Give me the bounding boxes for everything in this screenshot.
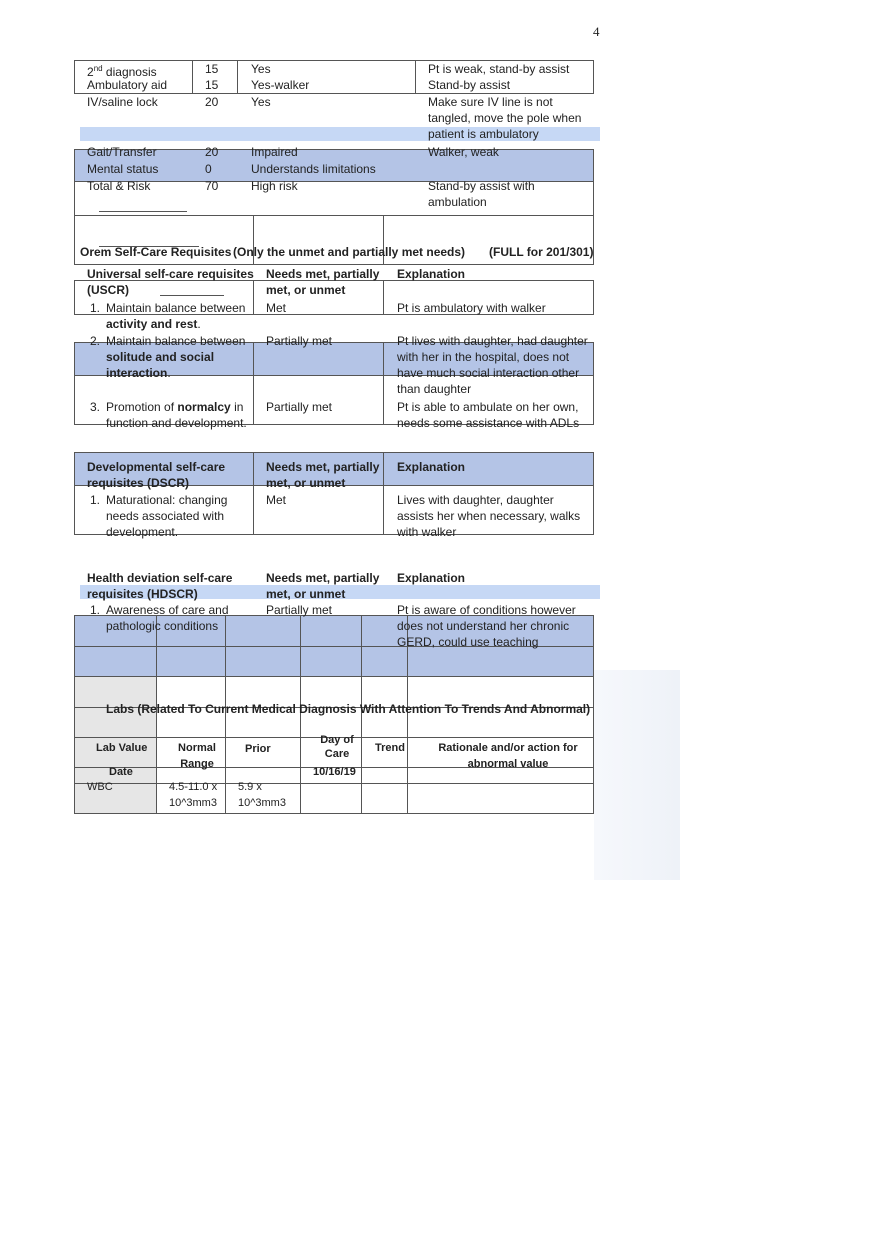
fall-risk-item: Gait/Transfer bbox=[87, 145, 157, 159]
fall-risk-score: 0 bbox=[205, 162, 212, 176]
hdscr-row-number: 1. bbox=[90, 603, 101, 617]
dscr-header-met: Needs met, partially met, or unmet bbox=[266, 460, 380, 490]
labs-row-normal: 4.5-11.0 x 10^3mm3 bbox=[169, 781, 218, 809]
orem-title: Orem Self-Care Requisites bbox=[80, 245, 232, 259]
fall-risk-note: Make sure IV line is not tangled, move the pole when patient is ambulatory bbox=[428, 95, 582, 141]
uscr-row-requisite: Maintain balance between activity and rest. bbox=[106, 301, 246, 331]
hdscr-row-requisite: Awareness of care and pathologic conditions bbox=[106, 603, 229, 633]
labs-header-day-date: 10/16/19 bbox=[313, 766, 356, 778]
labs-header-rationale: Rationale and/or action for abnormal value bbox=[438, 742, 578, 770]
fall-risk-status: Yes-walker bbox=[251, 78, 310, 92]
hdscr-header-requisite: Health deviation self-care requisites (HDSCR) bbox=[87, 571, 233, 601]
labs-header-trend: Trend bbox=[375, 742, 405, 754]
dscr-row-number: 1. bbox=[90, 493, 101, 507]
labs-header-day-of-care: Day of Care bbox=[320, 734, 354, 760]
orem-subtitle: (Only the unmet and partially met needs) bbox=[233, 245, 466, 259]
uscr-header-met: Needs met, partially met, or unmet bbox=[266, 267, 380, 297]
labs-title: Labs (Related To Current Medical Diagnosis With Attention To Trends And Abnormal) bbox=[106, 702, 591, 716]
fall-risk-score: 20 bbox=[205, 95, 219, 109]
hdscr-header-met: Needs met, partially met, or unmet bbox=[266, 571, 380, 601]
uscr-row-explanation: Pt is ambulatory with walker bbox=[397, 301, 546, 315]
fall-risk-item: Ambulatory aid bbox=[87, 78, 168, 92]
uscr-row-number: 3. bbox=[90, 400, 101, 414]
labs-header-prior: Prior bbox=[245, 743, 271, 755]
uscr-header-explanation: Explanation bbox=[397, 267, 466, 281]
uscr-row-number: 2. bbox=[90, 334, 101, 348]
uscr-row-requisite: Promotion of normalcy in function and development. bbox=[106, 400, 247, 430]
fall-risk-status: Understands limitations bbox=[251, 162, 376, 176]
uscr-row-number: 1. bbox=[90, 301, 101, 315]
uscr-row-explanation: Pt lives with daughter, had daughter with her in the hospital, does not have much social interaction other than daughter bbox=[397, 334, 588, 396]
uscr-row-met: Partially met bbox=[266, 400, 333, 414]
uscr-header-requisite: Universal self-care requisites (USCR) bbox=[87, 267, 254, 297]
hdscr-row-met: Partially met bbox=[266, 603, 333, 617]
labs-header-normal-range: Normal Range bbox=[178, 742, 216, 770]
fall-risk-note: Pt is weak, stand-by assist bbox=[428, 62, 570, 76]
dscr-header-explanation: Explanation bbox=[397, 460, 466, 474]
fall-risk-note: Stand-by assist with ambulation bbox=[428, 179, 535, 209]
dscr-header-requisite: Developmental self-care requisites (DSCR) bbox=[87, 460, 226, 490]
uscr-row-met: Partially met bbox=[266, 334, 333, 348]
labs-header-date: Date bbox=[109, 766, 133, 778]
fall-risk-status: Yes bbox=[251, 95, 271, 109]
fall-risk-score: 15 bbox=[205, 78, 219, 92]
fall-risk-score: 15 bbox=[205, 62, 219, 76]
fall-risk-score: 20 bbox=[205, 145, 219, 159]
fall-risk-item: IV/saline lock bbox=[87, 95, 158, 109]
fall-risk-item: 2nd diagnosis bbox=[87, 64, 157, 79]
fall-risk-note: Stand-by assist bbox=[428, 78, 511, 92]
dscr-row-met: Met bbox=[266, 493, 287, 507]
dscr-row-requisite: Maturational: changing needs associated with development. bbox=[106, 493, 228, 539]
labs-header-lab-value: Lab Value bbox=[96, 742, 148, 754]
fall-risk-status: Impaired bbox=[251, 145, 298, 159]
hdscr-row-explanation: Pt is aware of conditions however does not understand her chronic GERD, could use teaching bbox=[397, 603, 576, 649]
hdscr-header-explanation: Explanation bbox=[397, 571, 466, 585]
fall-risk-item: Total & Risk bbox=[87, 179, 151, 193]
fall-risk-note: Walker, weak bbox=[428, 145, 499, 159]
orem-full-note: (FULL for 201/301) bbox=[489, 245, 594, 259]
dscr-row-explanation: Lives with daughter, daughter assists her when necessary, walks with walker bbox=[397, 493, 581, 539]
uscr-row-explanation: Pt is able to ambulate on her own, needs some assistance with ADLs bbox=[397, 400, 580, 430]
fall-risk-score: 70 bbox=[205, 179, 219, 193]
fall-risk-status: High risk bbox=[251, 179, 298, 193]
uscr-row-requisite: Maintain balance between solitude and social interaction. bbox=[106, 334, 246, 380]
uscr-row-met: Met bbox=[266, 301, 287, 315]
fall-risk-status: Yes bbox=[251, 62, 271, 76]
fall-risk-item: Mental status bbox=[87, 162, 159, 176]
page-number: 4 bbox=[593, 24, 600, 39]
labs-row-lab: WBC bbox=[87, 781, 113, 793]
labs-row-prior: 5.9 x 10^3mm3 bbox=[238, 781, 286, 809]
